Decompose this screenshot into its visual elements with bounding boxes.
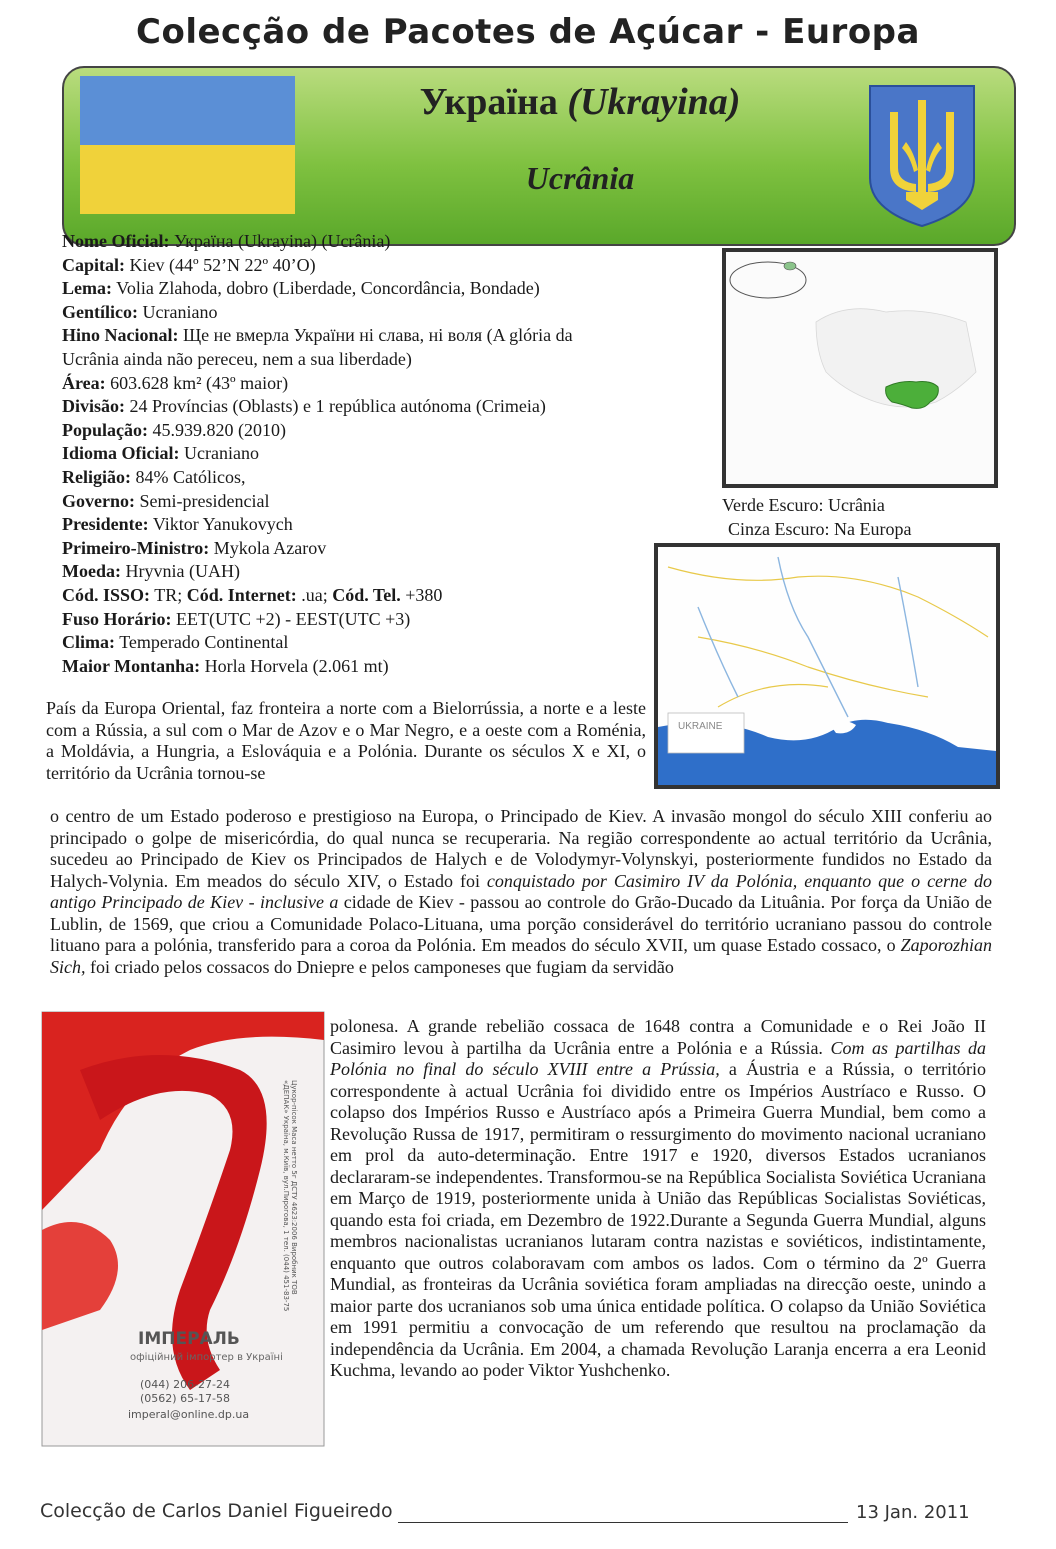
page-title: Colecção de Pacotes de Açúcar - Europa (136, 12, 920, 52)
map2-label: UKRAINE (678, 721, 723, 732)
fact-row (62, 395, 702, 419)
fact-label: Maior Montanha: (62, 655, 201, 676)
paragraph-2-text: cidade de Kiev - passou ao controle do Grão-Ducado da Lituânia. Por força da União de Lublin, de 1569, que criou a Comunidade Polaco-Lituana, uma porção considerável do território ucraniano passou do controle lituano para a polónia, transferido para a coroa da Polónia. Em meados do século XVII, um quase Estado cossaco, o (50, 892, 993, 955)
fact-row (62, 537, 702, 561)
fact-label: Religião: (62, 466, 131, 487)
fact-row (62, 442, 702, 466)
sugar-packet-image (40, 1010, 326, 1448)
fact-label: Hino Nacional: (62, 325, 179, 346)
country-name-pt: Ucrânia (525, 160, 635, 196)
fact-row (62, 324, 702, 348)
fact-value: 24 Províncias (Oblasts) e 1 república autónoma (Crimeia) (129, 396, 546, 417)
fact-label: Área: (62, 372, 106, 393)
packet-side-text-1: Цукор-пісок Маса нетто 5г ДСТУ 4623:2006 Виробник ТОВ (290, 1080, 298, 1295)
fact-value: Ucraniano (142, 301, 218, 322)
ukraine-detail-map (654, 543, 1000, 789)
fact-row (62, 560, 702, 584)
fact-value: Ucraniano (184, 443, 259, 464)
flag-yellow-stripe (80, 145, 295, 214)
paragraph-3-italic: Com as partilhas da Polónia no final do século XVIII entre a Prússia, (330, 1037, 986, 1079)
fact-value: 45.939.820 (2010) (152, 419, 287, 440)
paragraph-2 (50, 806, 992, 978)
fact-row (62, 631, 702, 655)
fact-row (62, 608, 702, 632)
country-translit: (Ukrayina) (567, 81, 741, 123)
fact-value: 84% Católicos, (135, 466, 246, 487)
fact-label: Primeiro-Ministro: (62, 537, 210, 558)
fact-label: Idioma Oficial: (62, 443, 180, 464)
fact-label: Divisão: (62, 396, 125, 417)
fact-value: Horla Horvela (2.061 mt) (204, 655, 389, 676)
fact-value: +380 (405, 584, 443, 605)
fact-value: Viktor Yanukovych (152, 514, 293, 535)
fact-label: Gentílico: (62, 301, 138, 322)
paragraph-1: País da Europa Oriental, faz fronteira a norte com a Bielorrússia, a norte e a leste com a Rússia, a sul com o Mar de Azov e o Mar Negro, e a oeste com a Roménia, a Moldávia, a Hungria, a Eslováquia e a Polónia. Durante os séculos X e XI, o território da Ucrânia tornou-se (46, 698, 646, 783)
fact-label: População: (62, 419, 149, 440)
fact-row (62, 372, 702, 396)
fact-label: Cód. ISSO: (62, 584, 151, 605)
fact-value: Volia Zlahoda, dobro (Liberdade, Concordância, Bondade) (116, 278, 540, 299)
fact-row (62, 277, 702, 301)
fact-row (62, 419, 702, 443)
paragraph-2-text: foi criado pelos cossacos do Dniepre e pelos camponeses que fugiam da servidão (85, 956, 674, 977)
fact-value: EET(UTC +2) - EEST(UTC +3) (176, 608, 411, 629)
fact-value: Hryvnia (UAH) (125, 561, 240, 582)
fact-value: Kiev (44º 52’N 22º 40’O) (129, 254, 316, 275)
fact-value: .ua; (301, 584, 328, 605)
fact-label: Nome Oficial: (62, 231, 170, 251)
packet-brand: ІМПЕРАЛЬ (138, 1329, 240, 1349)
fact-row (62, 490, 702, 514)
fact-value: Mykola Azarov (213, 537, 327, 558)
fact-row (62, 466, 702, 490)
fact-row (62, 230, 702, 254)
fact-row (62, 655, 702, 679)
paragraph-3-text: a Áustria e a Rússia, o território correspondente à actual Ucrânia foi dividido entre os Impérios Austríaco e Russo. O colapso dos Impérios Russo e Austríaco após a Primeira Guerra Mundial, bem como a Revolução Russa de 1917, permitiram o ressurgimento do movimento nacional ucraniano em prol da auto-determinação. Entre 1917 e 1920, diversos Estados ucranianos declararam-se independentes. Transformou-se na República Socialista Soviética Ucraniana em Março de 1919, posteriormente unida à União das Repúblicas Socialistas Soviéticas, quando esta foi criada, em Dezembro de 1922.Durante a Segunda Guerra Mundial, alguns membros nacionalistas ucranianos lutaram contra nazistas e soviéticos, indistintamente, enquanto que outros colaboravam com ambos os lados. Com o término da 2º Guerra Mundial, as fronteiras da Ucrânia soviética foram ampliadas na direcção oeste, unindo a maior parte dos ucranianos sob uma única entidade política. O colapso da União Soviética em 1991 permitiu a convocação de um referendo que resultou na proclamação da independência da Ucrânia. Em 2004, a chamada Revolução Laranja encerra a era Leonid Kuchma, levando ao poder Viktor Yushchenko. (330, 1059, 986, 1380)
facts-list (62, 230, 702, 678)
footer-author: Colecção de Carlos Daniel Figueiredo (40, 1500, 393, 1522)
fact-row (62, 513, 702, 537)
fact-value: Ucrânia ainda não pereceu, nem a sua liberdade) (62, 348, 412, 369)
fact-label: Presidente: (62, 514, 149, 535)
fact-label: Fuso Horário: (62, 608, 172, 629)
fact-value: 603.628 km² (43º maior) (110, 372, 289, 393)
packet-side-text-2: «ДЕПАК» Україна, м.Київ, вул.Пирогова, 1 тел. (044) 451-83-75 (282, 1080, 290, 1312)
fact-row (62, 254, 702, 278)
paragraph-2-italic: conquistado por Casimiro IV da Polónia, enquanto que o cerne do antigo Principado de Kiev - inclusive a (50, 870, 992, 912)
fact-label: Capital: (62, 254, 125, 275)
packet-subtitle: офіційний імпортер в Україні (130, 1352, 283, 1363)
legend-europe: Cinza Escuro: Na Europa (728, 519, 912, 539)
paragraph-3-text: polonesa. A grande rebelião cossaca de 1648 contra a Comunidade e o Rei João II Casimiro levou à partilha da Ucrânia entre a Polónia e a Rússia. (330, 1016, 986, 1058)
packet-email: imperal@online.dp.ua (128, 1408, 250, 1421)
fact-row (62, 301, 702, 325)
fact-label: Moeda: (62, 561, 121, 582)
fact-label: Cód. Tel. (332, 584, 401, 605)
packet-phone-1: (044) 206-27-24 (140, 1378, 231, 1391)
europe-locator-map (722, 248, 998, 488)
footer-divider (398, 1522, 848, 1523)
fact-label: Governo: (62, 490, 135, 511)
coat-of-arms-icon (866, 82, 978, 230)
country-native: Україна (419, 81, 558, 123)
fact-label: Lema: (62, 278, 112, 299)
country-name (310, 80, 850, 124)
fact-row (62, 584, 702, 608)
flag-blue-stripe (80, 76, 295, 145)
paragraph-3 (330, 1016, 986, 1382)
fact-label: Cód. Internet: (186, 584, 297, 605)
paragraph-2-italic: Zaporozhian Sich, (50, 935, 992, 977)
fact-row (62, 348, 702, 372)
legend-ukraine: Verde Escuro: Ucrânia (722, 495, 885, 515)
map-legend (722, 493, 962, 541)
fact-value: Temperado Continental (119, 632, 289, 653)
fact-value: Ще не вмерла України ні слава, ні воля (A glória da (183, 325, 573, 346)
fact-label: Clima: (62, 632, 115, 653)
packet-phone-2: (0562) 65-17-58 (140, 1392, 231, 1405)
footer-date: 13 Jan. 2011 (856, 1502, 970, 1523)
fact-value: Semi-presidencial (139, 490, 270, 511)
fact-value: Україна (Ukrayina) (Ucrânia) (173, 231, 391, 251)
fact-value: TR; (154, 584, 183, 605)
paragraph-2-text: o centro de um Estado poderoso e prestigioso na Europa, o Principado de Kiev. A invasão mongol do século XIII conferiu ao principado o golpe de misericórdia, do qual nunca se recuperaria. Na região correspondente ao actual território da Ucrânia, sucedeu ao Principado de Kiev os Principados de Halych e de Volodymyr-Volynskyi, posteriormente fundidos no Estado da Halych-Volynia. Em meados do século XIV, o Estado foi (50, 806, 992, 891)
ukraine-flag (80, 76, 295, 214)
